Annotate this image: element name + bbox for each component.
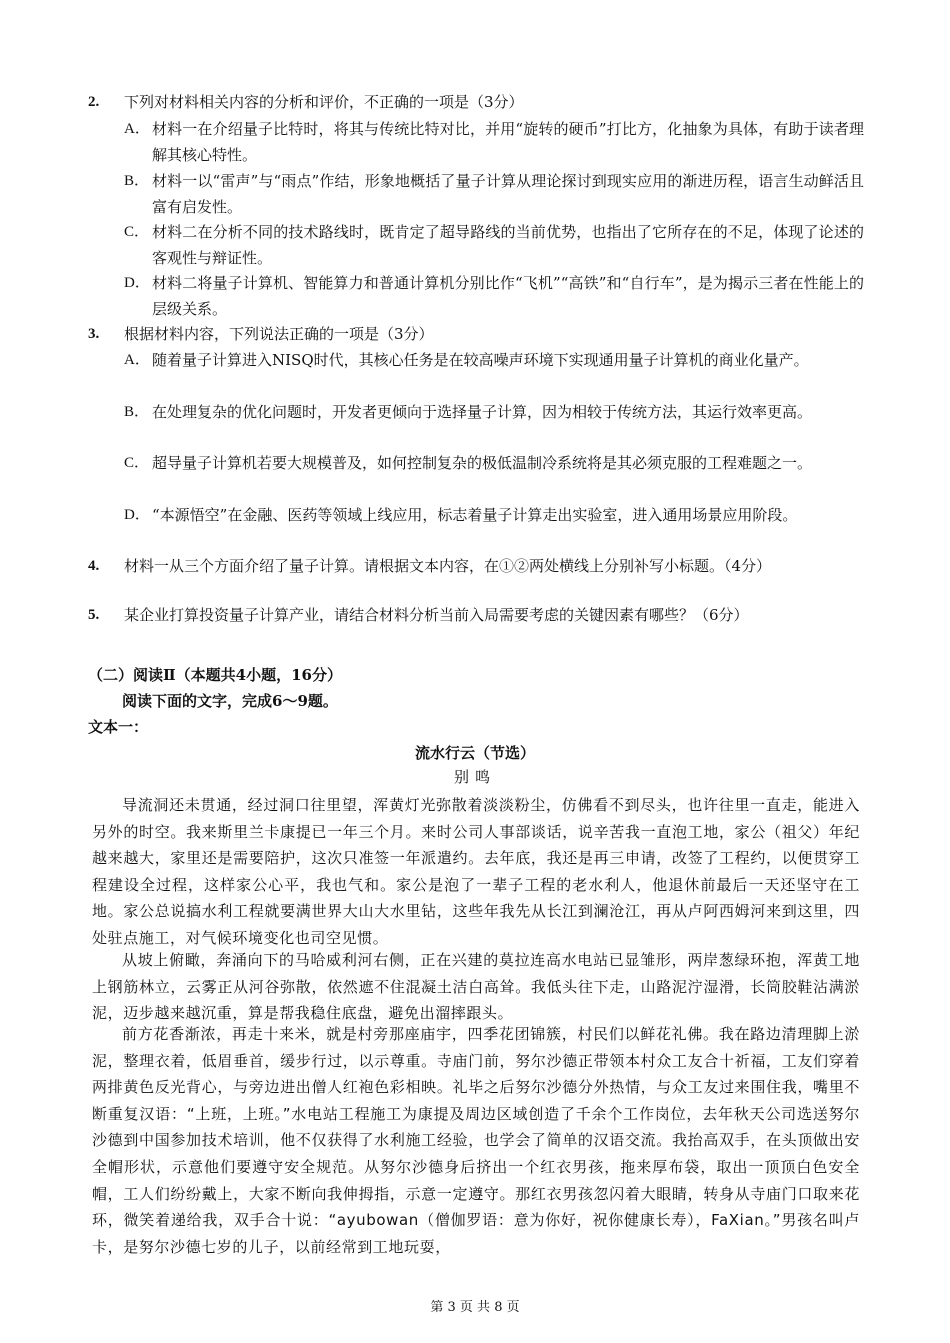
option-label: C． [124, 224, 150, 240]
option-label: D． [124, 507, 150, 523]
article-paragraph-2: 从坡上俯瞰，奔涌向下的马哈威利河右侧，正在兴建的莫拉连高水电站已显雏形，两岸葱绿环抱，浑黄工地上钢筋林立，云雾正从河谷弥散，依然遮不住混凝土洁白高耸。我低头往下走，山路泥泞湿滑，长筒胶鞋沾满淤泥，迈步越来越沉重，算是帮我稳住底盘，避免出溜摔跟头。 [92, 951, 860, 1023]
text-label: 文本一： [88, 718, 149, 736]
option-label: A． [124, 352, 150, 368]
question-stem: 下列对材料相关内容的分析和评价，不正确的一项是（3分） [124, 93, 524, 111]
option-text: 在处理复杂的优化问题时，开发者更倾向于选择量子计算，因为相较于传统方法，其运行效率更高。 [152, 403, 813, 421]
option-text: 材料二在分析不同的技术路线时，既肯定了超导路线的当前优势，也指出了它所存在的不足，体现了论述的客观性与辩证性。 [152, 223, 864, 267]
question-stem: 根据材料内容，下列说法正确的一项是（3分） [124, 325, 434, 343]
question-number: 3. [88, 326, 100, 342]
question-stem: 某企业打算投资量子计算产业，请结合材料分析当前入局需要考虑的关键因素有哪些？（6分） [124, 606, 749, 624]
option-text: 材料二将量子计算机、智能算力和普通计算机分别比作“飞机”“高铁”和“自行车”，是为揭示三者在性能上的层级关系。 [152, 274, 864, 318]
article-paragraph-3: 前方花香渐浓，再走十来米，就是村旁那座庙宇，四季花团锦簇，村民们以鲜花礼佛。我在路边清理脚上淤泥，整理衣着，低眉垂首，缓步行过，以示尊重。寺庙门前，努尔沙德正带领本村众工友合十祈福，工友们穿着两排黄色反光背心，与旁边进出僧人红袍色彩相映。礼毕之后努尔沙德分外热情，与众工友过来围住我，嘴里不断重复汉语：“上班，上班。”水电站工程施工为康提及周边区域创造了千余个工作岗位，去年秋天公司选送努尔沙德到中国参加技术培训，他不仅获得了水利施工经验，也学会了简单的汉语交流。我抬高双手，在头顶做出安全帽形状，示意他们要遵守安全规范。从努尔沙德身后挤出一个红衣男孩，拖来厚布袋，取出一顶顶白色安全帽，工人们纷纷戴上，大家不断向我伸拇指，示意一定遵守。那红衣男孩忽闪着大眼睛，转身从寺庙门口取来花环，微笑着递给我，双手合十说：“ayubowan（僧伽罗语：意为你好，祝你健康长寿），FaXian。”男孩名叫卢卡，是努尔沙德七岁的儿子，以前经常到工地玩耍， [92, 1025, 860, 1256]
option-label: C． [124, 455, 150, 471]
option-text: 随着量子计算进入NISQ时代，其核心任务是在较高噪声环境下实现通用量子计算机的商业化量产。 [152, 351, 809, 369]
option-text: 材料一以“雷声”与“雨点”作结，形象地概括了量子计算从理论探讨到现实应用的渐进历程，语言生动鲜活且富有启发性。 [152, 172, 864, 216]
section-instruction: 阅读下面的文字，完成6～9题。 [122, 692, 338, 710]
option-text: “本源悟空”在金融、医药等领域上线应用，标志着量子计算走出实验室，进入通用场景应用阶段。 [152, 506, 798, 524]
option-label: D． [124, 275, 150, 291]
option-text: 材料一在介绍量子比特时，将其与传统比特对比，并用“旋转的硬币”打比方，化抽象为具体，有助于读者理解其核心特性。 [152, 120, 864, 164]
option-label: B． [124, 404, 150, 420]
article-title: 流水行云（节选） [414, 744, 535, 762]
question-number: 4. [88, 558, 100, 574]
question-number: 2. [88, 94, 100, 110]
section-heading: （二）阅读Ⅱ（本题共4小题，16分） [88, 666, 342, 684]
article-author: 别鸣 [453, 768, 496, 786]
article-paragraph-1: 导流洞还未贯通，经过洞口往里望，浑黄灯光弥散着淡淡粉尘，仿佛看不到尽头，也许往里一直走，能进入另外的时空。我来斯里兰卡康提已一年三个月。来时公司人事部谈话，说辛苦我一直泡工地，家公（祖父）年纪越来越大，家里还是需要陪护，这次只准签一年派遣约。去年底，我还是再三申请，改签了工程约，以便贯穿工程建设全过程，这样家公心平，我也气和。家公是泡了一辈子工程的老水利人，他退休前最后一天还坚守在工地。家公总说搞水利工程就要满世界大山大水里钻，这些年我先从长江到澜沧江，再从卢阿西姆河来到这里，四处驻点施工，对气候环境变化也司空见惯。 [92, 796, 860, 947]
question-number: 5. [88, 607, 100, 623]
question-stem: 材料一从三个方面介绍了量子计算。请根据文本内容，在①②两处横线上分别补写小标题。（4分） [124, 557, 772, 575]
option-text: 超导量子计算机若要大规模普及，如何控制复杂的极低温制冷系统将是其必须克服的工程难题之一。 [152, 454, 813, 472]
page-footer: 第 3 页 共 8 页 [430, 1300, 520, 1315]
option-label: A． [124, 121, 150, 137]
option-label: B． [124, 173, 150, 189]
